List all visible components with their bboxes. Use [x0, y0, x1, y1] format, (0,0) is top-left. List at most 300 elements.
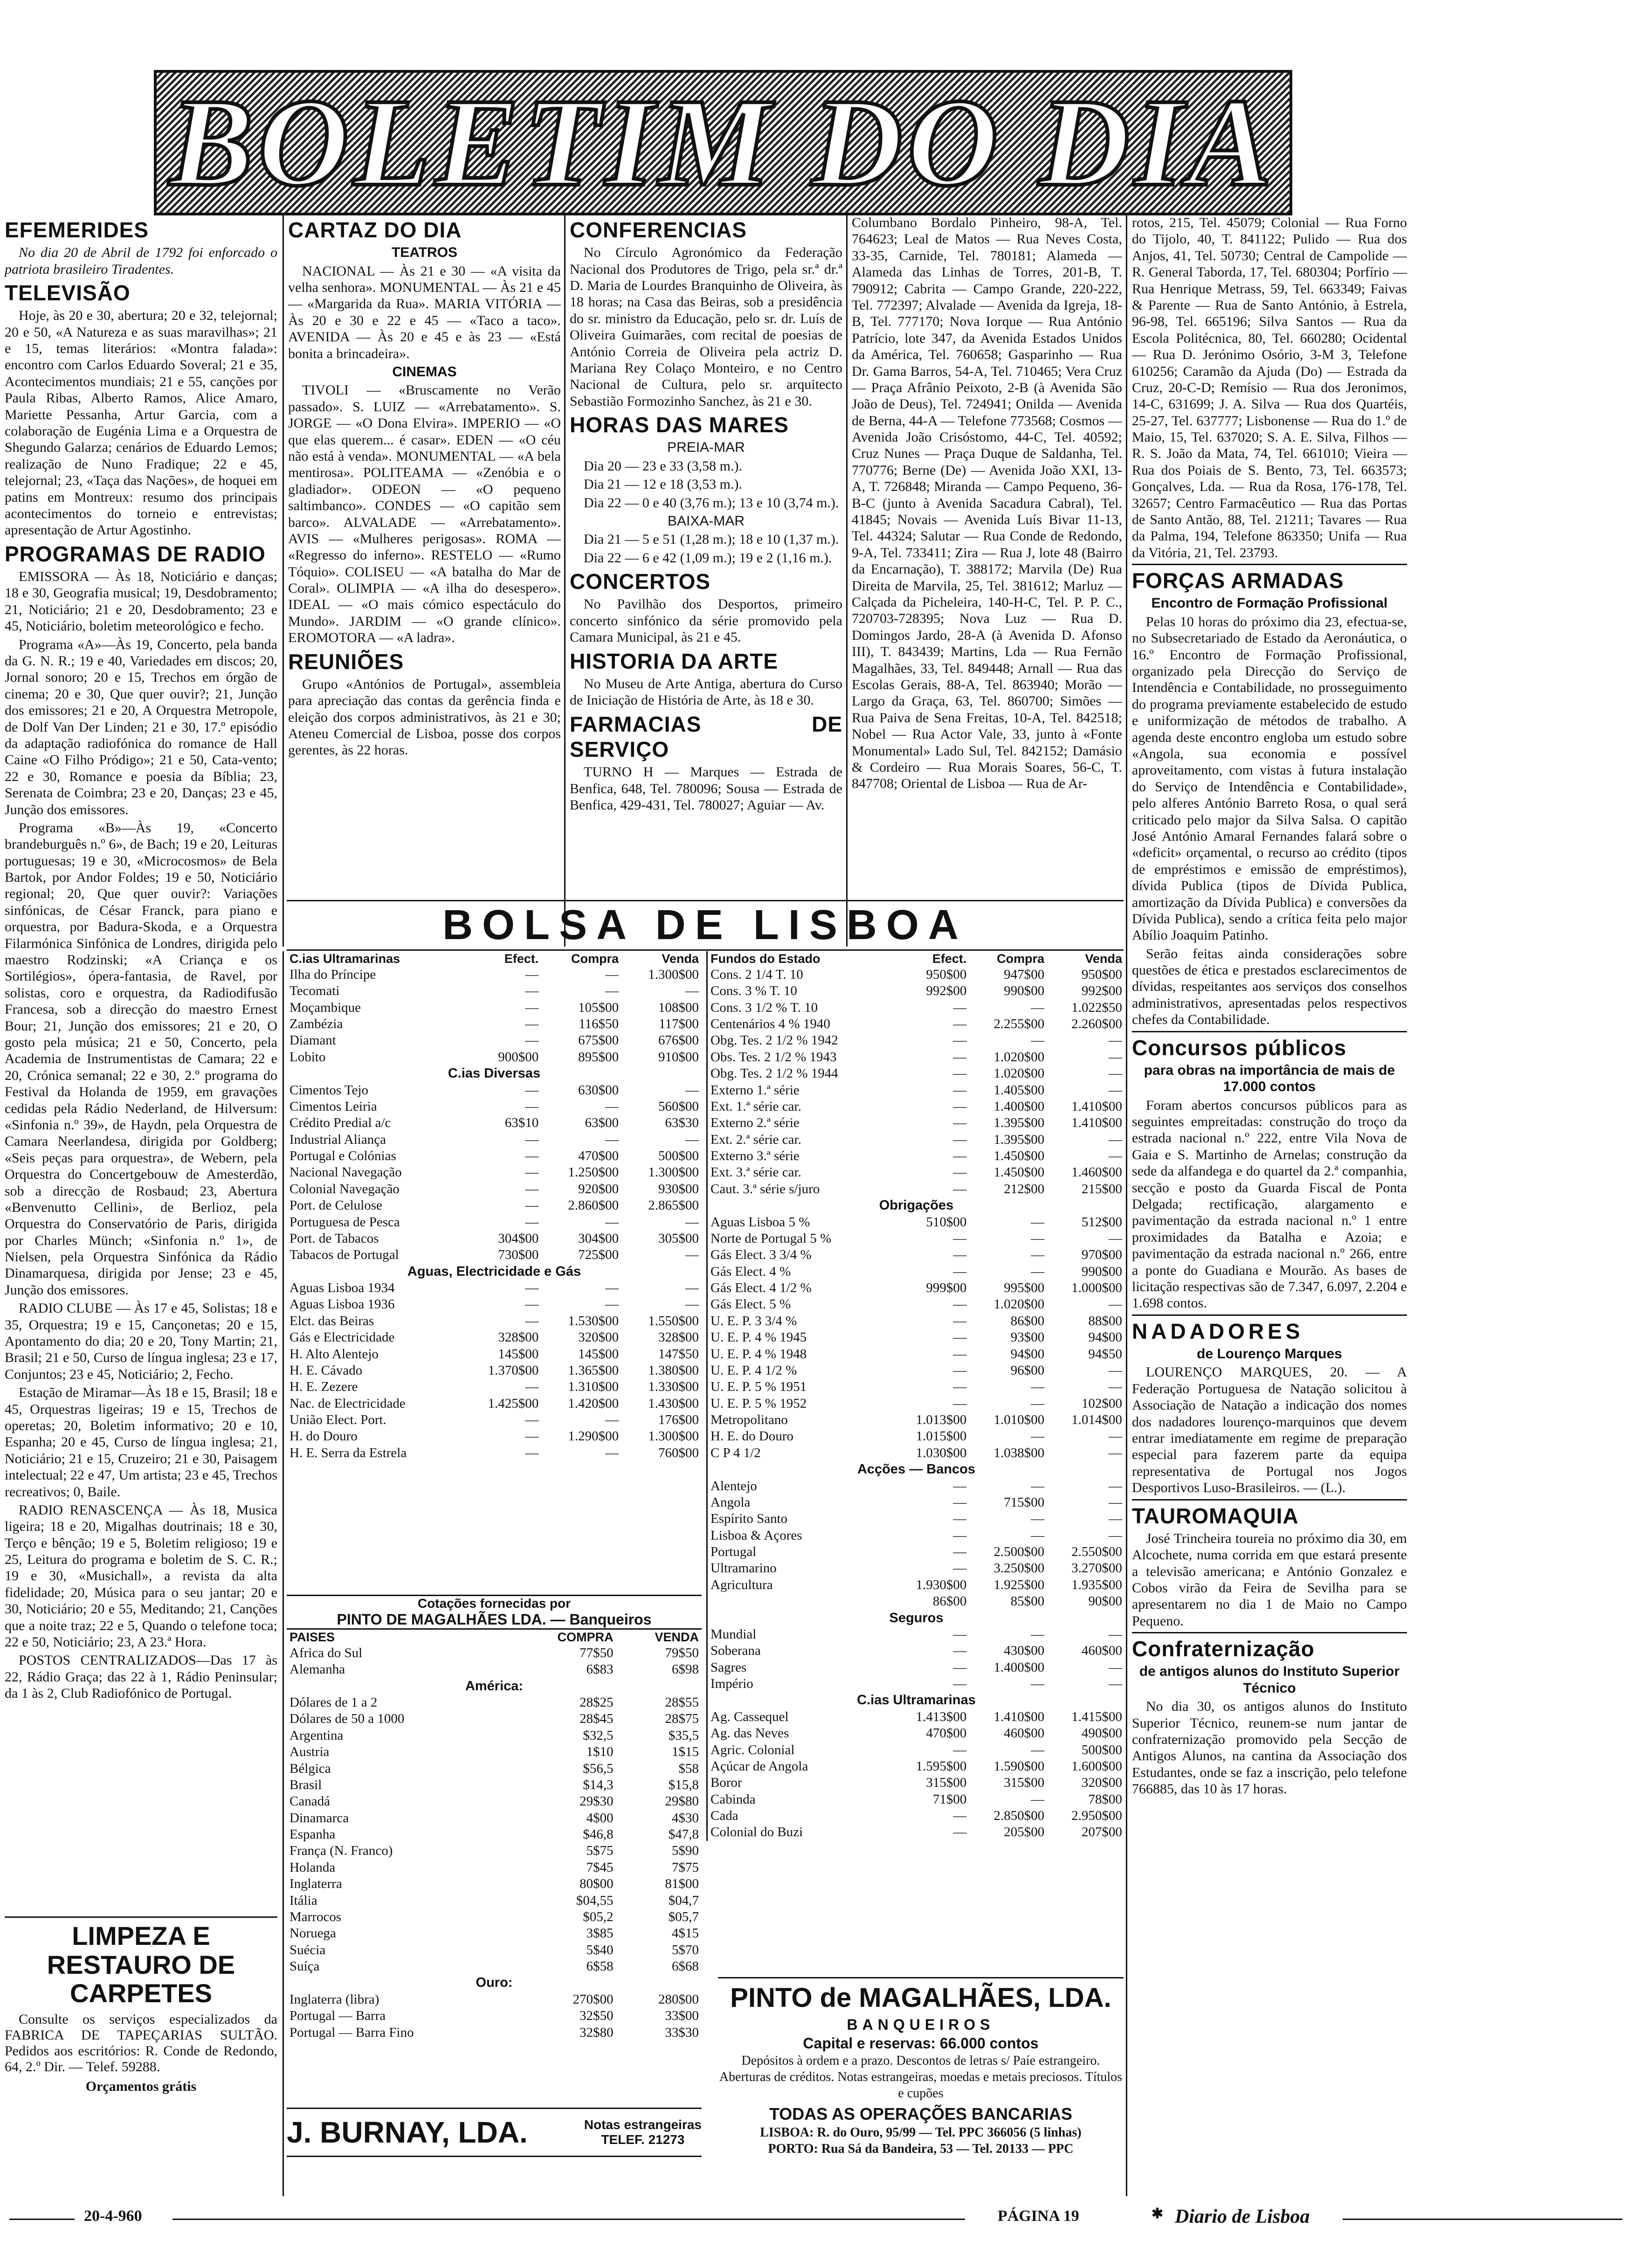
- row-value: —: [525, 1412, 539, 1428]
- table-row: [708, 1049, 1125, 1065]
- row-value: 1.410$00: [993, 1709, 1045, 1724]
- row-label: Ilha do Príncipe: [290, 967, 376, 982]
- row-value: 992$00: [926, 983, 967, 999]
- efemerides-text: No dia 20 de Abril de 1792 foi enforcado o patriota brasileiro Tiradentes.: [5, 245, 277, 277]
- row-value: —: [953, 1132, 967, 1147]
- row-value: —: [525, 1429, 539, 1444]
- row-value: 460$00: [1004, 1726, 1045, 1741]
- row-label: Port. de Tabacos: [290, 1231, 379, 1246]
- row-value: 1.395$00: [993, 1115, 1045, 1131]
- row-value: 85$00: [1010, 1594, 1045, 1609]
- forcas-text-2: Serão feitas ainda considerações sobre questões de ética e prestados esclarecimentos de dívidas, respeitantes aos serviços dos conselhos administrativos, apresentadas pelos respectivos chefes da Contabilidade.: [1132, 946, 1407, 1028]
- row-value: —: [525, 1000, 539, 1015]
- table-row: [708, 1115, 1125, 1131]
- table-row: [287, 1909, 702, 1925]
- preia-mar-line: Dia 22 — 0 e 40 (3,76 m.); 13 e 10 (3,74 m.).: [584, 495, 839, 511]
- burnay-ad: [287, 2108, 702, 2157]
- row-value: 105$00: [578, 1000, 619, 1015]
- carpet-ad-title: LIMPEZA E RESTAURO DE CARPETES: [47, 1921, 235, 2008]
- reunioes-text: Grupo «Antónios de Portugal», assembleia para apreciação das contas da gerência finda e eleição dos corpos administrativos, às 21 e 30; Ateneu Comercial de Lisboa, posse dos corpos gerentes, às 22 horas.: [288, 676, 561, 758]
- row-value: 1.420$00: [568, 1396, 619, 1411]
- row-value: 676$00: [658, 1033, 699, 1048]
- row-value: 470$00: [926, 1726, 967, 1741]
- row-value: 725$00: [578, 1247, 619, 1263]
- row-value: 910$00: [658, 1049, 699, 1065]
- row-value: 315$00: [926, 1775, 967, 1791]
- confraternizacao-subheading: de antigos alunos do Instituto Superior Técnico: [1139, 1664, 1400, 1696]
- row-value: 117$00: [659, 1016, 699, 1032]
- row-label: Argentina: [290, 1728, 344, 1743]
- row-label: Brasil: [290, 1777, 322, 1792]
- confraternizacao-heading: Confraternização: [1132, 1637, 1315, 1661]
- row-value: —: [1109, 1379, 1122, 1395]
- row-label: Tabacos de Portugal: [290, 1247, 399, 1263]
- table-row: [287, 1761, 702, 1777]
- row-value: 990$00: [1004, 983, 1045, 999]
- table-row: [287, 1942, 702, 1958]
- row-label: Externo 2.ª série: [710, 1115, 800, 1131]
- row-value: 1.600$00: [1071, 1758, 1122, 1774]
- cinemas-heading: CINEMAS: [392, 364, 457, 380]
- row-value: 5$70: [672, 1942, 699, 1957]
- row-value: $47,8: [668, 1827, 699, 1842]
- row-label: Africa do Sul: [290, 1645, 363, 1660]
- row-label: Agric. Colonial: [710, 1742, 795, 1757]
- row-value: —: [953, 1825, 967, 1840]
- row-label: Cons. 2 1/4 T. 10: [710, 967, 803, 982]
- table-row: [708, 1808, 1125, 1824]
- radio-p2: Programa «A»—Às 19, Concerto, pela banda da G. N. R.; 19 e 40, Variedades em discos; 20, Jornal sonoro; 20 e 15, Trechos em órgão de cinema; 20 e 30, Que quer ouvir?; 21, Junção dos emissores; 21 e 20, A Orquestra Metropole, de Dolf Van Der Linden; 21 e 30, 17.º episódio da adaptação radiofónica do romance de Hall Caine «O Filho Pródigo»; 21 e 50, Cata-vento; 22 e 30, Romance e poesia da Bíblia; 23, Serenata de Coimbra; 23 e 20, Danças; 23 e 45, Junção dos emissores.: [5, 636, 277, 817]
- row-value: $05,2: [583, 1909, 614, 1924]
- row-value: —: [1109, 1511, 1122, 1527]
- row-label: Portugal e Colónias: [290, 1148, 396, 1164]
- cotacoes-body: [287, 1645, 702, 2041]
- row-value: $58: [678, 1761, 699, 1776]
- row-label: América:: [465, 1678, 524, 1694]
- row-label: Obs. Tes. 2 1/2 % 1943: [710, 1049, 837, 1065]
- row-value: 212$00: [1004, 1181, 1045, 1196]
- table-row: [287, 1247, 702, 1263]
- carpet-ad-note: Orçamentos grátis: [85, 2078, 197, 2094]
- column-5: [1132, 214, 1407, 2196]
- footer-paper: Diario de Lisboa: [1175, 2206, 1310, 2227]
- historia-text: No Museu de Arte Antiga, abertura do Curso de Iniciação de História de Arte, às 18 e 30.: [570, 676, 842, 708]
- row-value: 80$00: [579, 1876, 614, 1892]
- row-value: 86$00: [932, 1594, 967, 1609]
- row-value: 94$00: [1010, 1346, 1045, 1362]
- row-value: —: [1031, 1379, 1045, 1395]
- row-value: —: [1109, 1297, 1122, 1312]
- row-value: 630$00: [578, 1082, 619, 1098]
- teatros-text: NACIONAL — Às 21 e 30 — «A visita da velha senhora». MONUMENTAL — Às 21 e 45 — «Margarida da Rua». MARIA VITÓRIA — Às 20 e 30 e 22 e 45 — «Taco a taco». AVENIDA — Às 20 e 45 e às 23 — «Está bonita a brincadeira».: [288, 263, 561, 361]
- row-label: Cimentos Leiria: [290, 1099, 377, 1114]
- row-value: —: [525, 1181, 539, 1196]
- nadadores-heading: NADADORES: [1132, 1319, 1304, 1343]
- column-divider: [283, 951, 284, 2196]
- row-value: 1.010$00: [993, 1412, 1045, 1428]
- col-header: Compra: [997, 952, 1045, 966]
- row-label: Crédito Predial a/c: [290, 1115, 391, 1131]
- baixa-mar-heading: BAIXA-MAR: [667, 513, 745, 529]
- row-value: —: [953, 1115, 967, 1131]
- row-value: 510$00: [926, 1214, 967, 1230]
- row-value: —: [1109, 1049, 1122, 1065]
- row-value: 6$98: [672, 1662, 699, 1677]
- bolsa-left-table: [287, 951, 702, 1461]
- preia-mar-line: Dia 20 — 23 e 33 (3,58 m.).: [584, 458, 742, 474]
- row-label: Cons. 3 1/2 % T. 10: [710, 1000, 818, 1015]
- col-header: PAISES: [290, 1630, 335, 1644]
- row-value: —: [953, 1297, 967, 1312]
- row-label: C P 4 1/2: [710, 1445, 761, 1460]
- row-value: 93$00: [1010, 1330, 1045, 1345]
- table-row: [287, 1711, 702, 1727]
- table-row: [287, 1645, 702, 1661]
- conferencias-heading: CONFERENCIAS: [570, 218, 747, 242]
- column-divider: [846, 214, 848, 947]
- concursos-subheading: para obras na importância de mais de 17.000 contos: [1144, 1062, 1395, 1095]
- row-value: 90$00: [1088, 1594, 1122, 1609]
- row-value: —: [525, 1148, 539, 1164]
- row-value: 4$15: [672, 1926, 699, 1941]
- row-value: 6$83: [586, 1662, 614, 1677]
- table-row: [708, 1016, 1125, 1032]
- row-value: —: [1031, 1511, 1045, 1527]
- row-value: 490$00: [1082, 1726, 1122, 1741]
- row-value: 2.865$00: [648, 1198, 699, 1213]
- row-value: 328$00: [498, 1330, 539, 1345]
- row-value: 992$00: [1082, 983, 1122, 999]
- row-value: 280$00: [658, 1991, 699, 2007]
- row-label: França (N. Franco): [290, 1843, 393, 1859]
- table-row: [708, 1610, 1125, 1626]
- row-value: 1.413$00: [916, 1709, 967, 1724]
- row-value: 1.550$00: [648, 1313, 699, 1328]
- row-value: 79$50: [665, 1645, 699, 1660]
- cinemas-text: TIVOLI — «Bruscamente no Verão passado». S. LUIZ — «Arrebatamento». S. JORGE — «O Dona Elvira». IMPERIO — «O que elas querem... é casar». EDEN — «O céu não está à venda». MONUMENTAL — «A bela mentirosa». POLITEAMA — «Zenóbia e o gladiador». ODEON — «O pequeno saltimbanco». CONDES — «O capitão sem barco». ALVALADE — «Arrebatamento». AVIS — «Mulheres perigosas». ROMA — «Regresso do inferno». RESTELO — «Rumo Tóquio». COLISEU — «A batalha do Mar de Coral». OLIMPIA — «A ilha do desespero». IDEAL — «O mais cómico espectáculo do Mundo». JARDIM — «O grande clínico». EROMOTORA — «A ladra».: [288, 382, 561, 646]
- row-value: —: [685, 1082, 699, 1098]
- row-value: 102$00: [1082, 1396, 1122, 1411]
- row-value: 950$00: [1082, 967, 1122, 982]
- bolsa-right-body: [708, 967, 1125, 1841]
- table-row: [287, 1329, 702, 1346]
- row-label: H. E. Serra da Estrela: [290, 1445, 407, 1460]
- row-label: Aguas Lisboa 1934: [290, 1280, 395, 1296]
- row-label: Canadá: [290, 1794, 330, 1809]
- table-row: [287, 1000, 702, 1016]
- row-value: 32$50: [579, 2008, 614, 2024]
- farmacias-text: TURNO H — Marques — Estrada de Benfica, 648, Tel. 780096; Sousa — Estrada de Benfica, 429-431, Tel. 780027; Aguiar — Av.: [570, 764, 842, 813]
- col-header: C.ias Ultramarinas: [290, 952, 400, 966]
- row-value: 999$00: [926, 1280, 967, 1296]
- table-row: [287, 1958, 702, 1975]
- row-value: —: [605, 1445, 619, 1460]
- row-label: Nac. de Electricidade: [290, 1396, 406, 1411]
- table-row: [287, 1860, 702, 1876]
- row-label: Ouro:: [476, 1975, 513, 1991]
- row-label: Suécia: [290, 1942, 326, 1957]
- row-value: —: [953, 1264, 967, 1279]
- row-value: —: [953, 1165, 967, 1180]
- row-value: —: [525, 1445, 539, 1460]
- row-value: —: [953, 1561, 967, 1576]
- row-label: Gás Elect. 4 %: [710, 1264, 791, 1279]
- row-value: 328$00: [658, 1330, 699, 1345]
- burnay-tel: TELEF. 21273: [601, 2132, 685, 2147]
- row-value: —: [605, 1214, 619, 1230]
- cotacoes-title: Cotações fornecidas por: [417, 1596, 571, 1611]
- row-value: 7$75: [672, 1860, 699, 1875]
- row-value: 1.020$00: [993, 1066, 1045, 1081]
- conferencias-text: No Círculo Agronómico da Federação Nacional dos Produtores de Trigo, pela sr.ª dr.ª D. Maria de Lourdes Branquinho de Oliveira, às 18 horas; na Casa das Beiras, sob a presidência do sr. ministro da Educação, pelo sr. dr. Luís de Oliveira Guimarães, com recital de poesias de António Correia de Oliveira pela actriz D. Mariana Rey Colaço Monteiro, e no Centro Nacional de Cultura, pelo sr. arquitecto Sebastião Formozinho Sanchez, às 21 e 30.: [570, 245, 842, 409]
- table-row: [708, 1032, 1125, 1049]
- row-value: 1.030$00: [916, 1445, 967, 1460]
- row-value: 4$30: [672, 1810, 699, 1825]
- row-value: 2.850$00: [993, 1808, 1045, 1824]
- row-value: $46,8: [583, 1827, 614, 1842]
- row-value: 1.290$00: [568, 1429, 619, 1444]
- table-row: [287, 1346, 702, 1362]
- radio-p6: RADIO RENASCENÇA — Às 18, Musica ligeira; 18 e 20, Migalhas doutrinais; 18 e 30, Terço e bênção; 19 e 5, Boletim religioso; 19 e 25, Leitura do programa e boletim de S. C. R.; 19 e 30, «Musichall», a revista da alta fidelidade; 20, Música para o seu jantar; 20 e 30, Noticiário; 20 e 55, Meditando; 21, Canções que a noite traz; 22 e 5, Quando o telefone toca; 22 e 50, Noticiário; 23, A 23.ª Hora.: [5, 1502, 277, 1650]
- table-row: [708, 967, 1125, 983]
- table-row: [287, 1876, 702, 1892]
- row-value: —: [953, 1478, 967, 1494]
- row-label: Agricultura: [710, 1577, 773, 1592]
- pharmacies-continued: Columbano Bordalo Pinheiro, 98-A, Tel. 764623; Leal de Matos — Rua Neves Costa, 33-35, Carnide, Tel. 780181; Alameda — Alameda das Linhas de Torres, 201-B, T. 790912; Cabrita — Campo Grande, 220-222, Tel. 772397; Alvalade — Avenida da Igreja, 18-B, Tel. 777170; Nova Iorque — Rua António Patrício, lote 347, da Avenida Estados Unidos da América, Tel. 760658; Gasparinho — Rua Dr. Gama Barros, 54-A, Tel. 710465; Vera Cruz — Praça Afrânio Peixoto, 2-B (à Avenida São João de Deus), Tel. 724941; Onilda — Avenida de Berna, 44-A — Telefone 773568; Cosmos — Avenida João Crisóstomo, 44-C, Tel. 40592; Cruz Nunes — Praça Duque de Saldanha, Tel. 770776; Berne (De) — Avenida João XXI, 13-A, T. 726848; Miranda — Campo Pequeno, 36-B-C (junto à Avenida Sacadura Cabral), Tel. 41845; Novais — Avenida Luís Bivar 11-13, Tel. 44324; Salutar — Rua Conde de Redondo, 9-A, Tel. 733411; Zira — Rua J, lote 48 (Bairro da Encarnação), T. 388172; Marvila (De) Rua Direita de Marvila, 25, Tel. 381612; Marluz — Calçada da Picheleira, 140-H-C, Tel. P. P. C., 720703-728395; Nova Luz — Rua D. Domingos Jardo, 28-A (à Avenida D. Afonso III), T. 843439; Martins, Lda — Rua Fernão Magalhães, 33, Tel. 849448; Arnall — Rua das Escolas Gerais, 88-A, Tel. 863940; Morão — Largo da Graça, 63, Tel. 860700; Simões — Rua Paiva de Sena Freitas, 10-A, Tel. 842518; Nobel — Rua Actor Vale, 33, junto à «Fonte Monumental» Lado Sul, Tel. 842152; Damásio & Cordeiro — Rua Morais Soares, 56-C, T. 847708; Oriental de Lisboa — Rua de Ar-: [852, 215, 1122, 792]
- row-value: —: [953, 1511, 967, 1527]
- row-value: 320$00: [578, 1330, 619, 1345]
- row-label: Holanda: [290, 1860, 336, 1875]
- tv-text: Hoje, às 20 e 30, abertura; 20 e 32, telejornal; 20 e 50, «A Natureza e as suas maravilhas»; 21 e 15, temas literários: «Montra falada»: encontro com Carlos Eduardo Soveral; 21 e 35, Acontecimentos mundiais; 21 e 55, canções por Paula Ribas, Alberto Ramos, Alice Amaro, Mariette Pessanha, Artur Garcia, com a colaboração de Eugénia Lima e a Orquestra de Shegundo Galarza; cenários de Eduardo Lemos; realização de Nuno Fradique; 22 e 45, telejornal; 23, «Taça das Nações», de hoquei em patins em Montreux: resumo dos principais acontecimentos do torneio e entrevistas; apresentação de Artur Agostinho.: [5, 308, 277, 538]
- bolsa-left-body: [287, 967, 702, 1461]
- table-row: [708, 1280, 1125, 1296]
- table-row: [287, 1197, 702, 1214]
- row-value: —: [1109, 1626, 1122, 1642]
- row-label: H. do Douro: [290, 1429, 358, 1444]
- table-row: [708, 1132, 1125, 1148]
- row-value: —: [953, 1099, 967, 1114]
- table-row: [287, 1694, 702, 1711]
- col-header: Efect.: [932, 952, 967, 966]
- row-value: 215$00: [1082, 1181, 1122, 1196]
- row-label: Zambézia: [290, 1016, 343, 1032]
- radio-p4: RADIO CLUBE — Às 17 e 45, Solistas; 18 e 35, Orquestra; 19 e 15, Cançonetas; 20 e 15, Apontamento do dia; 20 e 20, Tony Martin; 21, Brasil; 21 e 50, Curso de língua inglesa; 23 e 17, Conjuntos; 23 e 45, Noticiário; 2, Fecho.: [5, 1300, 277, 1382]
- row-value: 1.014$00: [1071, 1412, 1122, 1428]
- row-value: —: [1031, 1231, 1045, 1246]
- row-label: Obg. Tes. 2 1/2 % 1944: [710, 1066, 838, 1081]
- table-row: [708, 1692, 1125, 1708]
- table-row: [708, 1396, 1125, 1412]
- table-row: [287, 1925, 702, 1942]
- row-value: —: [1031, 1247, 1045, 1263]
- row-value: 63$10: [504, 1115, 539, 1131]
- footer-page: PÁGINA 19: [998, 2207, 1079, 2225]
- row-value: 1.015$00: [916, 1429, 967, 1444]
- row-label: Elct. das Beiras: [290, 1313, 374, 1328]
- table-row: [287, 2008, 702, 2024]
- table-row: [287, 967, 702, 983]
- table-row: [287, 983, 702, 999]
- row-value: —: [1109, 1660, 1122, 1675]
- row-value: $05,7: [668, 1909, 699, 1924]
- table-row: [287, 1214, 702, 1231]
- col-header: Venda: [662, 952, 699, 966]
- table-row: [287, 1164, 702, 1181]
- row-value: 1.400$00: [993, 1660, 1045, 1675]
- table-row: [708, 1231, 1125, 1247]
- carpet-ad: [5, 1916, 277, 2095]
- row-value: 71$00: [932, 1791, 967, 1807]
- row-value: 1.410$00: [1071, 1099, 1122, 1114]
- row-value: —: [1109, 1033, 1122, 1048]
- row-value: 950$00: [926, 967, 967, 982]
- table-row: [287, 1396, 702, 1412]
- row-value: —: [953, 1000, 967, 1015]
- row-value: 33$30: [665, 2025, 699, 2040]
- table-row: [287, 1428, 702, 1445]
- row-value: —: [605, 967, 619, 982]
- column-divider: [283, 214, 284, 947]
- table-row: [287, 1115, 702, 1131]
- row-value: —: [1109, 1528, 1122, 1543]
- table-row: [708, 1577, 1125, 1593]
- col-header: Venda: [1085, 952, 1122, 966]
- row-value: 29$30: [579, 1794, 614, 1809]
- table-row: [287, 1379, 702, 1395]
- row-value: 1.300$00: [648, 967, 699, 982]
- col-header: COMPRA: [557, 1630, 614, 1644]
- row-value: 1.590$00: [993, 1758, 1045, 1774]
- row-label: Colonial do Buzi: [710, 1825, 803, 1840]
- table-row: [708, 1247, 1125, 1263]
- burnay-note: Notas estrangeiras: [584, 2117, 702, 2132]
- row-label: Ag. das Neves: [710, 1726, 789, 1741]
- row-value: 460$00: [1082, 1643, 1122, 1659]
- row-value: 145$00: [578, 1346, 619, 1362]
- row-value: 5$40: [586, 1942, 614, 1957]
- row-value: 900$00: [498, 1049, 539, 1065]
- row-label: Portuguesa de Pesca: [290, 1214, 400, 1230]
- table-row: [287, 1148, 702, 1164]
- teatros-heading: TEATROS: [391, 245, 458, 261]
- row-value: —: [1031, 1791, 1045, 1807]
- row-value: 28$55: [665, 1695, 699, 1710]
- row-value: —: [953, 1346, 967, 1362]
- row-label: Obrigações: [879, 1198, 954, 1213]
- cotacoes-table: [287, 1630, 702, 2041]
- row-label: Alentejo: [710, 1478, 757, 1494]
- row-value: 1.405$00: [993, 1082, 1045, 1098]
- row-value: —: [525, 1313, 539, 1328]
- row-value: 1.380$00: [648, 1362, 699, 1378]
- row-label: Aguas Lisboa 1936: [290, 1297, 395, 1312]
- row-value: —: [1031, 1429, 1045, 1444]
- row-label: Aguas Lisboa 5 %: [710, 1214, 810, 1230]
- tauromaquia-text: José Trincheira toureia no próximo dia 30, em Alcochete, numa corrida em que estará presente a televisão americana; e António Gonzalez e Cobos virão da Feira de Sevilha para se apresentarem no dia 1 de Maio no Campo Pequeno.: [1132, 1530, 1407, 1629]
- row-value: —: [1031, 1000, 1045, 1015]
- row-value: —: [953, 1494, 967, 1510]
- table-row: [708, 1379, 1125, 1395]
- row-value: —: [605, 1099, 619, 1114]
- footer: [0, 2206, 1641, 2233]
- row-value: —: [1109, 1082, 1122, 1098]
- row-value: 1.013$00: [916, 1412, 967, 1428]
- table-row: [287, 1082, 702, 1099]
- table-row: [287, 1049, 702, 1065]
- row-value: —: [1109, 1676, 1122, 1692]
- column-2: [288, 214, 561, 947]
- row-value: 205$00: [1004, 1825, 1045, 1840]
- preia-mar-line: Dia 21 — 12 e 18 (3,53 m.).: [584, 477, 742, 492]
- row-value: 86$00: [1010, 1313, 1045, 1328]
- row-label: Portugal — Barra Fino: [290, 2025, 414, 2040]
- row-value: 77$50: [579, 1645, 614, 1660]
- burnay-name: J. BURNAY, LDA.: [287, 2116, 528, 2149]
- row-value: 6$68: [672, 1959, 699, 1974]
- row-label: H. E. Zezere: [290, 1379, 358, 1395]
- pinto-text: Depósitos à ordem e a prazo. Descontos de letras s/ Paíe estrangeiro. Aberturas de créditos. Notas estrangeiras, moedas e metais preciosos. Títulos e cupões: [719, 2053, 1123, 2101]
- preia-mar-heading: PREIA-MAR: [667, 440, 745, 456]
- row-value: 1.395$00: [993, 1132, 1045, 1147]
- row-value: 2.860$00: [568, 1198, 619, 1213]
- row-value: —: [525, 1132, 539, 1147]
- row-value: —: [685, 983, 699, 999]
- nadadores-text: LOURENÇO MARQUES, 20. — A Federação Portuguesa de Natação solicitou à Associação de Natação a indicação dos nomes dos nadadores lourenço-marquinos que devem entrar imediatamente em regime de preparação especial para fazerem parte da equipa representativa de Portugal nos Jogos Desportivos Luso-Brasileiros. — (L.).: [1132, 1364, 1407, 1496]
- row-value: 1.415$00: [1071, 1709, 1122, 1724]
- row-value: 930$00: [658, 1181, 699, 1196]
- row-value: 970$00: [1082, 1247, 1122, 1263]
- row-label: U. E. P. 5 % 1951: [710, 1379, 807, 1395]
- row-label: Boror: [710, 1775, 742, 1791]
- radio-p1: EMISSORA — Às 18, Noticiário e danças; 18 e 30, Geografia musical; 19, Desdobramento; 21, Noticiário; 21 e 20, Desdobramento; 23 e 45, Noticiário, boletim meteorológico e fecho.: [5, 569, 277, 634]
- row-label: Império: [710, 1676, 753, 1692]
- row-value: —: [525, 1297, 539, 1312]
- row-value: —: [953, 1528, 967, 1543]
- row-value: —: [605, 1412, 619, 1428]
- table-row: [708, 1742, 1125, 1758]
- pinto-capital: Capital e reservas: 66.000 contos: [803, 2034, 1039, 2052]
- table-row: [708, 1824, 1125, 1840]
- row-value: $04,55: [576, 1893, 614, 1908]
- row-label: Bélgica: [290, 1761, 331, 1776]
- row-label: U. E. P. 4 1/2 %: [710, 1362, 797, 1378]
- row-value: 305$00: [658, 1231, 699, 1246]
- row-value: 3.270$00: [1071, 1561, 1122, 1576]
- row-value: —: [1109, 1148, 1122, 1164]
- row-label: U. E. P. 3 3/4 %: [710, 1313, 797, 1328]
- row-label: U. E. P. 4 % 1948: [710, 1346, 807, 1362]
- row-value: —: [1109, 1494, 1122, 1510]
- row-label: H. E. Cávado: [290, 1362, 363, 1378]
- reunioes-heading: REUNIÕES: [288, 649, 404, 674]
- column-divider: [1126, 214, 1127, 2196]
- table-row: [287, 1893, 702, 1909]
- cotacoes-subtitle: PINTO DE MAGALHÃES LDA. — Banqueiros: [337, 1611, 652, 1628]
- tauromaquia-heading: TAUROMAQUIA: [1132, 1503, 1299, 1528]
- table-row: [287, 2025, 702, 2041]
- row-label: União Elect. Port.: [290, 1412, 386, 1428]
- row-label: Cons. 3 % T. 10: [710, 983, 797, 999]
- row-value: —: [953, 1660, 967, 1675]
- table-row: [287, 1296, 702, 1313]
- row-value: 28$45: [579, 1711, 614, 1727]
- row-value: 470$00: [578, 1148, 619, 1164]
- forcas-subheading: Encontro de Formação Profissional: [1151, 595, 1388, 611]
- row-value: —: [525, 1016, 539, 1032]
- col-header: Efect.: [504, 952, 539, 966]
- row-value: —: [953, 1379, 967, 1395]
- row-value: 1.430$00: [648, 1396, 699, 1411]
